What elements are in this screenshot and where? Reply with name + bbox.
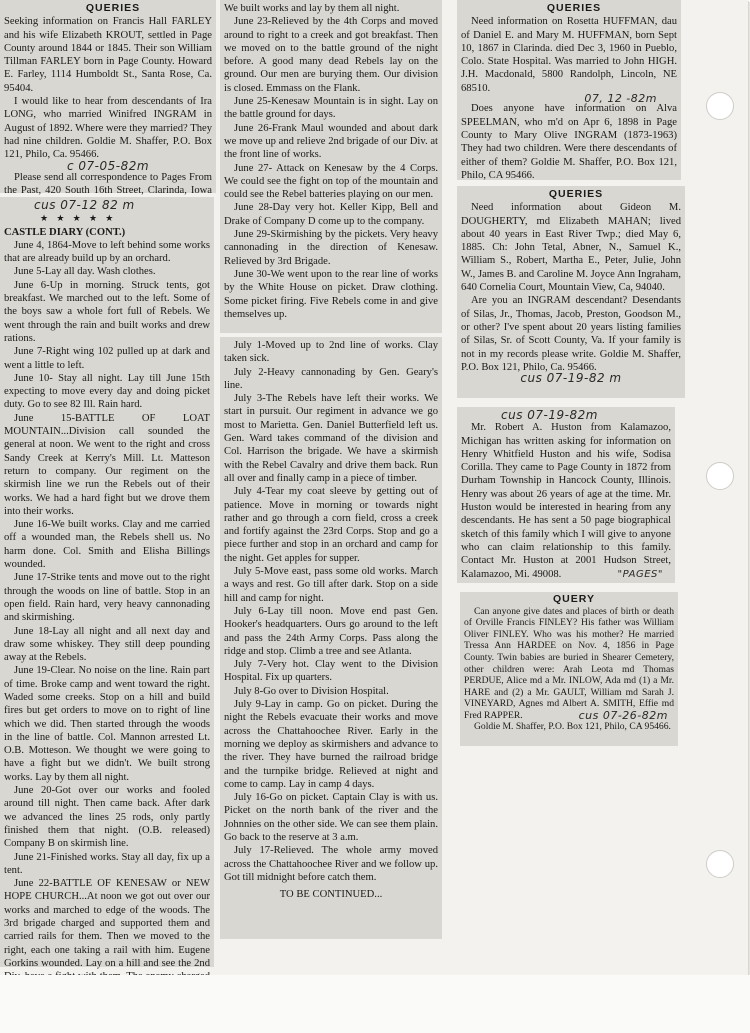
diary-entry: July 6-Lay till noon. Move end past Gen. Hooker's headquarters. Ours go around to the left and pass the 24th Army Corps. Pass along the ridge and stop. Climb a tree and see Atlanta. (224, 605, 438, 657)
diary-entry: July 5-Move east, pass some old works. March a ways and rest. Go till after dark. Stop on a side hill and camp for night. (224, 566, 438, 604)
diary-continuation-clipping-june (220, 0, 442, 333)
notice-paragraph: Mr. Robert A. Huston from Kalamazoo, Michigan has written asking for information on Henry Whitfield Huston and his wife, Sodisa Corilla. They came to Page County in 1872 from Durham Township in Hancock County, Illinois. Henry was about 26 years of age at the time. Mr. Huston would be interested in hearing from any descendants. He has sent a 50 page biographical sketch of this family which I will give to anyone who can claim relationship to this family. Contact Mr. Huston at 2001 Hudson Street, Kalamazoo, Mi. 49008. (461, 422, 671, 580)
diary-entry: We built works and lay by them all night. (224, 3, 400, 14)
query-paragraph: Seeking information on Francis Hall FARLEY and his wife Elizabeth KROUT, settled in Page County around 1844 or 1845. Their son William Tillman FARLEY born in Page County. Howard E. Farley, 1114 Humboldt St., Santa Rose, Ca. 95404. (4, 16, 212, 94)
query-paragraph: Can anyone give dates and places of birth or death of Orville Francis FINLEY? His father was William Oliver FINLEY. Who was his mother? He married Tressa Ann HARDEE on Nov. 4, 1856 in Page County. Twin babies are buried in Shearer Cemetery, other children were: Arah Leota md Thomas PERDUE, Alice md a Mr. INLOW, Ada md (1) a Mr. HARE and (2) a Mr. GAULT, William md Sarah J. VINEYARD, Agnes md Albert A. SMITH, Effie md Fred RAPPER. (464, 605, 674, 721)
diary-continuation-clipping-july (220, 337, 442, 939)
diary-entry: June 22-BATTLE OF KENESAW or NEW HOPE CHURCH...At noon we got out over our works and marched to edge of the woods. The 3rd brigade charged and supported them and carried rails for them. Then we moved to the right, each one taking a rail with him. Eugene Gorkins wounded. Lay on a hill and see the 2nd (4, 878, 210, 969)
handwritten-date-note: c 07-05-82m (66, 158, 150, 173)
diary-entry: July 2-Heavy cannonading by Gen. Geary's line. (224, 366, 438, 391)
diary-entry: June 7-Right wing 102 pulled up at dark and went a little to left. (4, 346, 210, 371)
diary-entry: June 15-BATTLE OF LOAT MOUNTAIN...Division call sounded the general at noon. We went to the right and cross Sandy Creek at Kerry's Mill. Lt. Matteson return to company. Our regiment on the skirmish line we run the Rebels out of their works. We had a hard fight but we drove them into their works. (4, 412, 210, 517)
scan-background (0, 975, 750, 1033)
diary-entry: June 21-Finished works. Stay all day, fix up a tent. (4, 851, 210, 876)
diary-entry: June 26-Frank Maul wounded and about dark we move up and relieve 2nd brigade of our Div. at the front line of works. (224, 122, 438, 161)
query-paragraph: I would like to hear from descendants of Ira LONG, who married Winifred INGRAM in August of 1892. Where were they married? They had nine children. Goldie M. Shaffer, P.O. Box 121, Philo, Ca. 95466. (4, 96, 212, 161)
handwritten-date-note: cus 07-19-82 m (520, 371, 622, 386)
binder-hole-top (706, 92, 734, 120)
queries-clipping-farley (0, 0, 216, 197)
to-be-continued: TO BE CONTINUED... (279, 889, 383, 901)
diary-entry: June 17-Strike tents and move out to the right through the woods on line of battle. Stop in an open field. Rain hard, very heavy cannonading and skirmishing. (4, 572, 210, 624)
huston-notice-clipping (457, 407, 675, 583)
handwritten-date-note: cus 07-26-82m (578, 708, 668, 722)
diary-entry: June 19-Clear. No noise on the line. Rain part of time. Broke camp and went toward the right. Waded some creeks. Stop on a hill and build fires but get orders to move on to right of line which we did. Then started through the woods in the line of battle. Col. Mannon arrested Lt. O.B. Motteson. We thought we were going to have a fight but we didn't. We built strong works. Lay by them all night. (4, 665, 210, 783)
queries-header: QUERIES (548, 188, 604, 200)
query-clipping-finley (460, 592, 678, 746)
diary-entry: June 23-Relieved by the 4th Corps and moved around to right to a creek and got breakfast. Then we moved on to the battle ground of the night before. A good many dead Rebels lay on the ground. Our men are burying them. Our division is closed. Emmass on the Flank. (224, 16, 438, 94)
binder-hole-middle (706, 462, 734, 490)
diary-entry: July 3-The Rebels have left their works. We start in pursuit. Our regiment in advance we go most to Marietta. Gen. Daniel Butterfield left us. Gen. Ward takes command of the division and Col. Harrison the brigade. We have a skirmish with the Rebel Cavalry and drive them back. Run all over and finally camp in a piece of timber. (224, 393, 438, 484)
query-header: QUERY (553, 593, 595, 605)
diary-entry: June 18-Lay all night and all next day and draw some whiskey. They still deep pounding away at the Rebels. (4, 625, 210, 664)
diary-entries (4, 239, 210, 997)
query-paragraph: Need information on Rosetta HUFFMAN, dau of Daniel E. and Mary M. HUFFMAN, born Sept 10, 1867 in Clarinda. died Dec 3, 1960 in Pueblo, Colo. State Hospital. Was married to John HIGH. J.H. Macdonald, 5800 Randolph, Lincoln, NE 68510. (461, 16, 677, 94)
handwritten-date-note: cus 07-19-82m (501, 408, 598, 422)
query-paragraph: Need information about Gideon M. DOUGHERTY, md Elizabeth MAHAN; lived about 40 years in East River Twp.; died May 6, 1885. Ch: John Tetal, Abner, N., Samuel K., William S., Robert, Martha E., Peter, Julie, John W., James B. and Caroline M. Joyce Ann Ingraham, 640 Cornelia Court, Mountain View, Ca, 94040. (461, 202, 681, 294)
diary-entry: June 28-Day very hot. Keller Kipp, Bell and Drake of Company D come up to the company. (224, 202, 438, 227)
diary-entry: July 8-Go over to Division Hospital. (234, 685, 389, 697)
diary-entry: July 16-Go on picket. Captain Clay is with us. Picket on the north bank of the river and the Johnnies on the other side. We can see them plain. Go back to the reserve at 3 a.m. (224, 792, 438, 843)
handwritten-date-note: 07, 12 -82m (584, 92, 657, 106)
query-paragraph: Please send all correspondence to Pages From the Past, 420 South 16th Street, Clarinda, Iowa (4, 171, 212, 197)
diary-entry: June 30-We went upon to the rear line of works by the White House on picket. Draw clothing. Some picket firing. Five Rebels come in and give themselves up. (224, 268, 438, 320)
diary-entry: June 4, 1864-Move to left behind some works that are already build up by an orchard. (4, 239, 210, 265)
binder-hole-bottom (706, 850, 734, 878)
queries-header: QUERIES (546, 2, 602, 14)
queries-clipping-huffman (457, 0, 681, 180)
query-paragraph: Are you an INGRAM descendant? Desendants of Silas, Jr., Thomas, Jacob, Preston, Goodson M., or other? I've spent about 20 years listing families of Silas, Sr. of Scott County, Va. If your family is not in my records please write. Goldie M. Shaffer, P.O. Box 121, Philo, Ca. 95466. (461, 295, 681, 373)
diary-entry: June 6-Up in morning. Struck tents, got breakfast. We marched out to the left. Some of the boys saw a whole fort full of Rebels. We went through the rain and built works and drew rations. (4, 279, 210, 344)
diary-entry: June 10- Stay all night. Lay till June 15th expecting to move every day and doing picket duty. Go to see 82 Ill. Rain hard. (4, 372, 210, 411)
diary-entry: July 1-Moved up to 2nd line of works. Clay taken sick. (224, 340, 438, 365)
stars-divider: ★ ★ ★ ★ ★ (40, 213, 117, 224)
diary-entry: June 27- Attack on Kenesaw by the 4 Corps. We could see the fight on top of the mountain and could see the Rebel batteries playing on our men. (224, 162, 438, 201)
diary-entry: July 9-Lay in camp. Go on picket. During the night the Rebels evacuate their works and move across the Chattahoochee River. Early in the morning we deploy as skirmishers and advance to the river. They have burned the railroad bridge and the turnpike bridge. Relieved at night and come to camp. Lay in camp 4 days. (224, 699, 438, 790)
query-paragraph: Goldie M. Shaffer, P.O. Box 121, Philo, CA 95466. (474, 721, 671, 733)
diary-entry: July 17-Relieved. The whole army moved across the Chattahoochee River and we follow up. Got till midnight before catch them. (224, 845, 438, 883)
diary-title: CASTLE DIARY (CONT.) (4, 226, 126, 238)
diary-entry: July 4-Tear my coat sleeve by getting out of patience. Move in morning or towards night rather and go through a corn field, cross a creek and fortify against the 23rd Corps. Stop and go a piece further and stop in an orchard and camp for the night. Get apples for supper. (224, 486, 438, 564)
diary-entry: June 29-Skirmishing by the pickets. Very heavy cannonading in the direction of Kenesaw. Relieved by 3rd Brigade. (224, 229, 438, 267)
queries-clipping-dougherty (457, 186, 685, 398)
query-paragraph: Does anyone have information on Alva SPEELMAN, who m'd on Apr 6, 1898 in Page County to Mary Olive INGRAM (1873-1963) They had two children. Were there descendants of either of them? Goldie M. Shaffer, P.O. Box 121, Philo, CA 95466. (461, 103, 677, 181)
diary-entry: July 7-Very hot. Clay went to the Division Hospital. Fix up quarters. (224, 659, 438, 684)
diary-entry: June 20-Got over our works and fooled around till night. Then came back. After dark we advanced the lines 25 rods, only partly finished them that night. (O.B. released) Company B on skirmish line. (4, 785, 210, 850)
handwritten-pages-note: "PAGES" (617, 568, 663, 580)
castle-diary-clipping (0, 197, 214, 967)
queries-header: QUERIES (85, 2, 141, 14)
diary-entry: June 25-Kenesaw Mountain is in sight. Lay on the battle ground for days. (224, 96, 438, 121)
diary-entry: June 16-We built works. Clay and me carried off a wounded man, the Rebels shell us. No harm done. Col. Smith and Elisha Billings wounded. (4, 519, 210, 571)
diary-entry: June 5-Lay all day. Wash clothes. (14, 266, 156, 278)
handwritten-date-note: cus 07-12 82 m (34, 198, 135, 212)
